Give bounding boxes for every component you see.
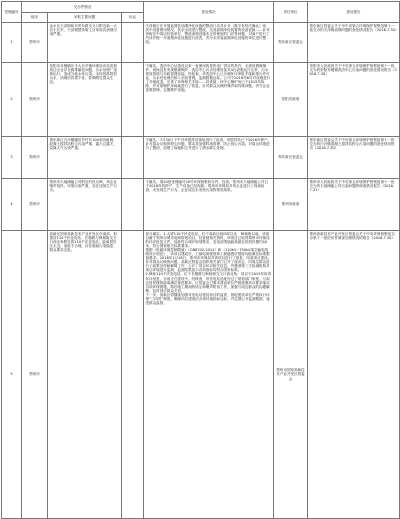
- header-city: 地市: [22, 13, 48, 23]
- row-report: 郑州市人民政府关于中央第五环境保护督察组第十一批交办的天地储能公司污染问题的调查情况报告（2016.7.31）: [308, 179, 400, 231]
- row-mark: [122, 23, 144, 63]
- row-report: 郑东新区管委会关于中央第五环境保护督察组第十一批交办的白沙镇混凝土搅拌站粉尘污染问题的查处情况报告（2016.7.30）: [308, 137, 400, 179]
- row-content: 郑州市天地储能公司附近村民反映，该企业噪声扰民，环境污染严重，存在违规生产行为。: [48, 179, 122, 231]
- row-content: 荥阳市乔楼镇东半大东乡镇环保局布局发展周边企业存在偷排偷放问题，污水处理厂违规运行，造成当地水体污染，未经批准排放污水，治理后效果不佳，影响附近群众生活。: [48, 63, 122, 137]
- header-report-group: 交办件情况: [22, 2, 144, 13]
- row-sn: 5: [2, 231, 22, 519]
- table-row: [2, 23, 400, 63]
- row-report: 郑东新区管委会关于市中央第五环境保护督察组第十一批交办的天泽街油烟问题的查处情况报告（2016.7.30）: [308, 23, 400, 63]
- row-city: 郑州市: [22, 231, 48, 519]
- findings-paragraph: 下一步，高新区将继续加强对变电站建设项目的监管，督促建设单位严格执行环保“三同时”制度，确保项目建成后各项环境指标达标，并定期公开监测数据，接受群众监督。: [145, 292, 270, 306]
- row-findings: 不属实。洗浴中心从建设以来一直使用的是热电厂供应的蒸汽，无需用燃煤锅炉。现场没有发现燃煤锅炉。洗浴中心污水处理设备共4台设施运行正常，污水排放管道与市政管网连接。经检查，该洗浴中心已办理环评审批手续和排污许可证，污水经处理后排入市政管网，监测数据达标。公司于2016年6月对设施进行了升级改造，完善了环保相关手续……经查阅，该中心锅炉房已于2015年拆除，并对原锅炉房场地进行了恢复。针对群众反映的噪声和异味问题，责令企业加强管理，定期维护设施。: [144, 63, 274, 137]
- table-row: [2, 231, 400, 519]
- header-findings: 查处情况: [144, 2, 274, 23]
- row-responsible: 郑州市国家高新技术产业开发区管委会: [274, 231, 308, 519]
- row-sn: 3: [2, 137, 22, 179]
- table-row: [2, 63, 400, 137]
- row-city: 郑州市: [22, 179, 48, 231]
- header-sn: 受理编号: [2, 2, 22, 23]
- header-responsible: 责任单位: [274, 2, 308, 23]
- row-mark: [122, 137, 144, 179]
- row-city: 郑州市: [22, 23, 48, 63]
- row-mark: [122, 231, 144, 519]
- row-findings: 不属实。7月30日下午对该搅拌站现场进行了检查，该搅拌站已于2016年停产。针对群众反映的粉尘问题，要求其加强料场管理，防止扬尘污染。对周边环境进行了整治，清理了场地积尘并进行了洒水降尘处理。: [144, 137, 274, 179]
- row-sn: 1: [2, 23, 22, 63]
- row-city: 郑州市: [22, 137, 48, 179]
- header-mark: 标记: [122, 13, 144, 23]
- complaints-table: [1, 1, 400, 519]
- findings-paragraph: 针对群众反映的问题，高新区管委会组织相关部门召开了座谈会，向周边群众进行了政策宣传和解释工作，公开了项目环评相关信息，并邀请第三方检测机构对周边环境进行监测，监测结果显示各项指标均符合国家标准。: [145, 260, 270, 273]
- row-findings: 不属实。第20批受理编号20号环保督察转办件，经查，郑州市天地储能公司已于2016年初停产，生产设备已经拆除。郑州市环保局对该企业进行了现场检查，未发现生产行为，企业周边未发现污染物排放现象。: [144, 179, 274, 231]
- row-mark: [122, 179, 144, 231]
- row-content: 金水区天泽街和东风东路交叉口附近新一大农小区东，天泽街整条街上百家饭店油烟污染严重。: [48, 23, 122, 63]
- table-row: [2, 137, 400, 179]
- row-findings: 天泽街正在开展盐餐饮油烟净化设施的整治门店共计多（数字有待次确认）家，其中设备使用情况，其余全部进行整改，完成油烟净化装置的设备更换……针对该街区中饭店经营单位，整改油烟设施未正常使用的门店等问题，对商户进行了约谈并统一对油烟净化设施进行清洗，责令未安装油烟净化设施的单位进行整改。: [144, 23, 274, 63]
- row-content: 郑东新区白沙镇圃田乡村东100米西南侧，混凝土搅拌站粉尘污染严重，露天且露天，烧煤大气污染严重。: [48, 137, 122, 179]
- findings-paragraph: 2.枫杨110千伏变电站。位于长椿路与枫杨街交叉口西北角，项目于2015年取得环评批复，目前正在建设中。经核查，该变电站选址经过了规划部门审批，与周边居民楼的距离满足规范要求。区管委会已要求建设单位严格按照环评要求落实各项环保措施，做好施工期间的扬尘和噪声防治工作，加强与周边群众的沟通解释，及时回应群众关切。: [145, 272, 272, 293]
- row-findings: [144, 231, 274, 519]
- row-report: 荥阳市人民政府关于中央第五环境保护督察组第十一批交办的荥阳乔楼镇洗浴中心污染问题的查处情况报告（2016.7.30）: [308, 63, 400, 137]
- header-result-report: 查处报告: [308, 2, 400, 23]
- row-responsible: 郑东新区管委会: [274, 137, 308, 179]
- row-city: 郑州市: [22, 63, 48, 137]
- row-responsible: 荥阳市政府: [274, 63, 308, 137]
- row-content: 高新区国家高新技术产业开发区东南部，拟建设110千伏变电站；长椿路与枫杨街交叉口西北角附近的110千伏变电站，距离居民区太近，选址不合理，存在辐射污染隐患，群众要求迁址。: [48, 231, 122, 519]
- findings-paragraph: 根据《电磁环境控制限值》（GB8702-2014）和《110kV~750kV架空输电线路设计规范》，该项目建成后，工频电场强度和工频磁感应强度均能满足标准限值要求。2016年1月18日，郑州市环保局对该项目进行了批复，同意项目建设。: [145, 247, 272, 261]
- row-mark: [122, 63, 144, 137]
- row-report: 郑州高新技术产业开发区管委会关于中央环保督察组交办第十一批信访件调查处理情况的报告（2016.7.30）: [308, 231, 400, 519]
- row-sn: 4: [2, 179, 22, 231]
- row-responsible: 郑州市政府: [274, 179, 308, 231]
- findings-paragraph: 部分属实。1.大望110千伏变电站。位于高新区西四环以北、枫杨街以南。该项目属于郑州市城市电网规划项目。经查阅相关资料，该项目已取得郑州市环保局的环评批复文件，选址符合城乡规划要求，变电站围墙距离最近的居民楼约40米，符合国家相关标准要求。: [145, 231, 270, 248]
- header-content: 举报主要问题: [48, 13, 122, 23]
- row-sn: 2: [2, 63, 22, 137]
- row-responsible: 郑东新区管委会: [274, 23, 308, 63]
- table-row: [2, 179, 400, 231]
